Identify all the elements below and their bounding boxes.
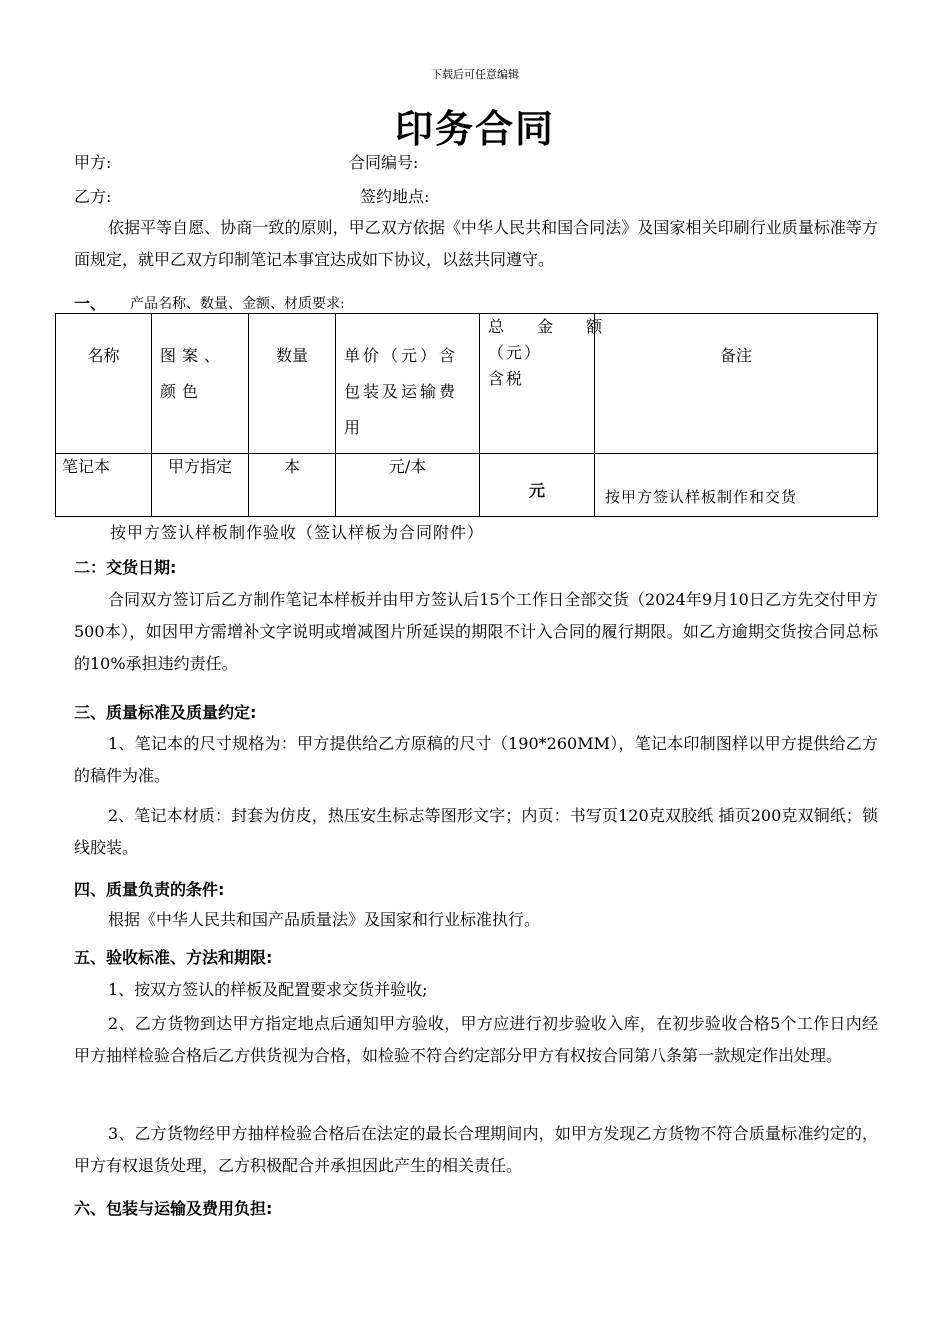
section5-p1: 1、按双方签认的样板及配置要求交货并验收; bbox=[108, 980, 428, 999]
header-note-cell bbox=[595, 314, 878, 454]
row-note: 按甲方签认样板制作和交货 bbox=[605, 488, 798, 506]
table-row bbox=[56, 454, 878, 517]
row-total: 元 bbox=[528, 481, 545, 500]
section6-title: 六、包装与运输及费用负担: bbox=[74, 1199, 273, 1218]
section4-body: 根据《中华人民共和国产品质量法》及国家和行业标准执行。 bbox=[108, 910, 541, 929]
section1-title: 产品名称、数量、金额、材质要求: bbox=[130, 296, 345, 312]
header-name-cell bbox=[56, 314, 152, 454]
header-name: 名称 bbox=[87, 346, 120, 365]
after-table-note: 按甲方签认样板制作验收（签认样板为合同附件） bbox=[110, 523, 485, 542]
header-total-line2: （元） bbox=[488, 343, 543, 362]
row-name: 笔记本 bbox=[62, 457, 111, 476]
header-note: 下载后可任意编辑 bbox=[431, 68, 519, 81]
header-price: 单价（元）含包装及运输费用 bbox=[344, 346, 459, 437]
party-b-label: 乙方: bbox=[74, 187, 112, 206]
section3-p1: 1、笔记本的尺寸规格为：甲方提供给乙方原稿的尺寸（190*260MM），笔记本印制图样以甲方提供给乙方的稿件为准。 bbox=[74, 734, 878, 785]
header-note-text: 备注 bbox=[719, 346, 752, 365]
section3-p2: 2、笔记本材质：封套为仿皮，热压安生标志等图形文字；内页：书写页120克双胶纸 插页200克双铜纸；锁线胶装。 bbox=[74, 806, 878, 857]
header-pattern: 图案、颜色 bbox=[160, 346, 227, 401]
row-qty-cell bbox=[249, 454, 336, 517]
party-a-label: 甲方: bbox=[74, 153, 112, 172]
intro-paragraph: 依据平等自愿、协商一致的原则，甲乙双方依据《中华人民共和国合同法》及国家相关印刷行业质量标准等方面规定，就甲乙双方印制笔记本事宜达成如下协议，以兹共同遵守。 bbox=[74, 218, 878, 269]
row-note-cell bbox=[595, 454, 878, 517]
row-pattern: 甲方指定 bbox=[167, 457, 232, 476]
document-title: 印务合同 bbox=[394, 107, 555, 151]
section5-title: 五、验收标准、方法和期限: bbox=[74, 948, 273, 967]
section1-number: 一、 bbox=[74, 294, 107, 313]
header-pattern-cell bbox=[152, 314, 249, 454]
row-pattern-cell bbox=[152, 454, 249, 517]
header-total-line1: 总 金 额 bbox=[488, 317, 617, 336]
header-qty: 数量 bbox=[275, 346, 308, 365]
section4-title: 四、质量负责的条件: bbox=[74, 880, 225, 899]
section2-title: 二：交货日期: bbox=[74, 558, 177, 577]
row-qty: 本 bbox=[283, 457, 300, 476]
row-price: 元/本 bbox=[388, 457, 427, 476]
row-total-cell bbox=[480, 454, 595, 517]
contract-no-label: 合同编号: bbox=[349, 153, 419, 172]
product-table bbox=[55, 313, 878, 517]
sign-place-label: 签约地点: bbox=[360, 187, 430, 206]
header-price-cell bbox=[336, 314, 480, 454]
section5-p3: 3、乙方货物经甲方抽样检验合格后在法定的最长合理期间内，如甲方发现乙方货物不符合质量标准约定的，甲方有权退货处理，乙方积极配合并承担因此产生的相关责任。 bbox=[74, 1124, 878, 1175]
header-total-cell bbox=[480, 314, 617, 454]
section2-body: 合同双方签订后乙方制作笔记本样板并由甲方签认后15个工作日全部交货（2024年9月10日乙方先交付甲方500本），如因甲方需增补文字说明或增减图片所延误的期限不计入合同的履行期限。如乙方逾期交货按合同总标的10%承担违约责任。 bbox=[74, 590, 878, 673]
table-header-row bbox=[56, 314, 878, 454]
row-name-cell bbox=[56, 454, 152, 517]
header-qty-cell bbox=[249, 314, 336, 454]
header-total-line3: 含税 bbox=[488, 369, 525, 388]
row-price-cell bbox=[336, 454, 480, 517]
section5-p2: 2、乙方货物到达甲方指定地点后通知甲方验收，甲方应进行初步验收入库，在初步验收合格5个工作日内经甲方抽样检验合格后乙方供货视为合格，如检验不符合约定部分甲方有权按合同第八条第一款规定作出处理。 bbox=[74, 1014, 878, 1065]
section3-title: 三、质量标准及质量约定: bbox=[74, 703, 257, 722]
